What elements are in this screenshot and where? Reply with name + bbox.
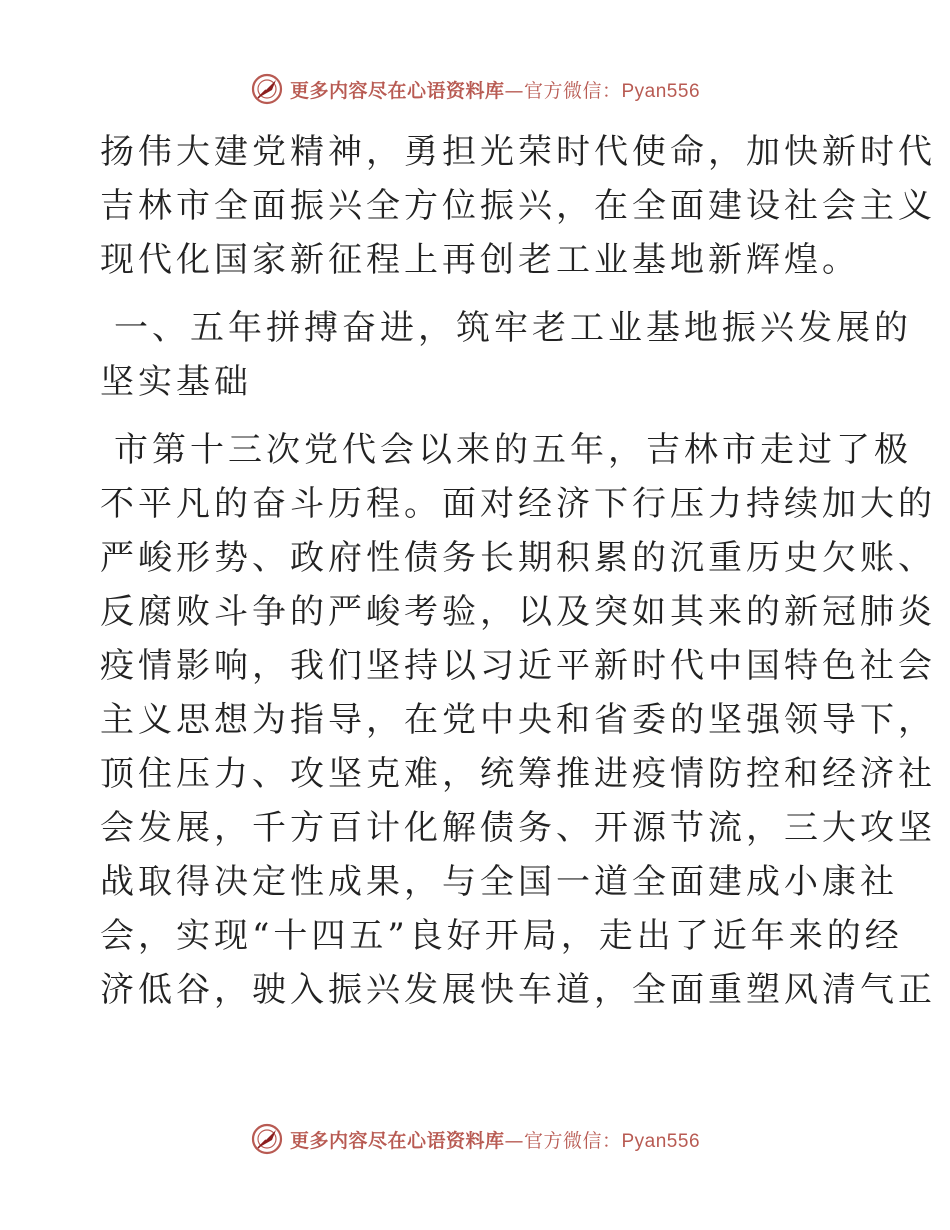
watermark-site: 更多内容尽在心语资料库 [289, 79, 505, 102]
text-line: 顶住压力、攻坚克难，统筹推进疫情防控和经济社 [100, 754, 936, 794]
watermark-text [290, 76, 700, 103]
text-line: 扬伟大建党精神，勇担光荣时代使命，加快新时代 [100, 132, 936, 172]
text-line: 市第十三次党代会以来的五年，吉林市走过了极 [114, 430, 912, 470]
watermark-dash: — [504, 79, 524, 102]
text-line: 会发展，千方百计化解债务、开源节流，三大攻坚 [100, 808, 936, 848]
watermark-dash: — [504, 1129, 524, 1152]
text-line: 不平凡的奋斗历程。面对经济下行压力持续加大的 [100, 484, 936, 524]
watermark-label: 官方微信： [523, 1129, 622, 1152]
watermark-label: 官方微信： [523, 79, 622, 102]
header-watermark [0, 72, 950, 106]
text-line: 严峻形势、政府性债务长期积累的沉重历史欠账、 [100, 538, 936, 578]
intro-paragraph [100, 125, 936, 287]
watermark-wechat-id: Pyan556 [621, 1130, 701, 1152]
watermark-site: 更多内容尽在心语资料库 [289, 1129, 505, 1152]
watermark-wechat-id: Pyan556 [621, 80, 701, 102]
document-body [100, 125, 936, 1017]
quill-logo-icon [250, 1122, 284, 1156]
text-line: 济低谷，驶入振兴发展快车道，全面重塑风清气正 [100, 970, 936, 1010]
heading-line: 一、五年拼搏奋进，筑牢老工业基地振兴发展的 [114, 308, 912, 348]
section-heading [100, 301, 912, 409]
text-line: 会，实现“十四五”良好开局，走出了近年来的经 [100, 916, 903, 956]
watermark-text [290, 1126, 700, 1153]
body-paragraph [100, 423, 936, 1017]
text-line: 疫情影响，我们坚持以习近平新时代中国特色社会 [100, 646, 936, 686]
footer-watermark [0, 1122, 950, 1156]
text-line: 主义思想为指导，在党中央和省委的坚强领导下， [100, 700, 936, 740]
text-line: 战取得决定性成果，与全国一道全面建成小康社 [100, 862, 898, 902]
text-line: 现代化国家新征程上再创老工业基地新辉煌。 [100, 240, 860, 280]
text-line: 吉林市全面振兴全方位振兴，在全面建设社会主义 [100, 186, 936, 226]
text-line: 反腐败斗争的严峻考验，以及突如其来的新冠肺炎 [100, 592, 936, 632]
heading-line: 坚实基础 [100, 362, 252, 402]
quill-logo-icon [250, 72, 284, 106]
